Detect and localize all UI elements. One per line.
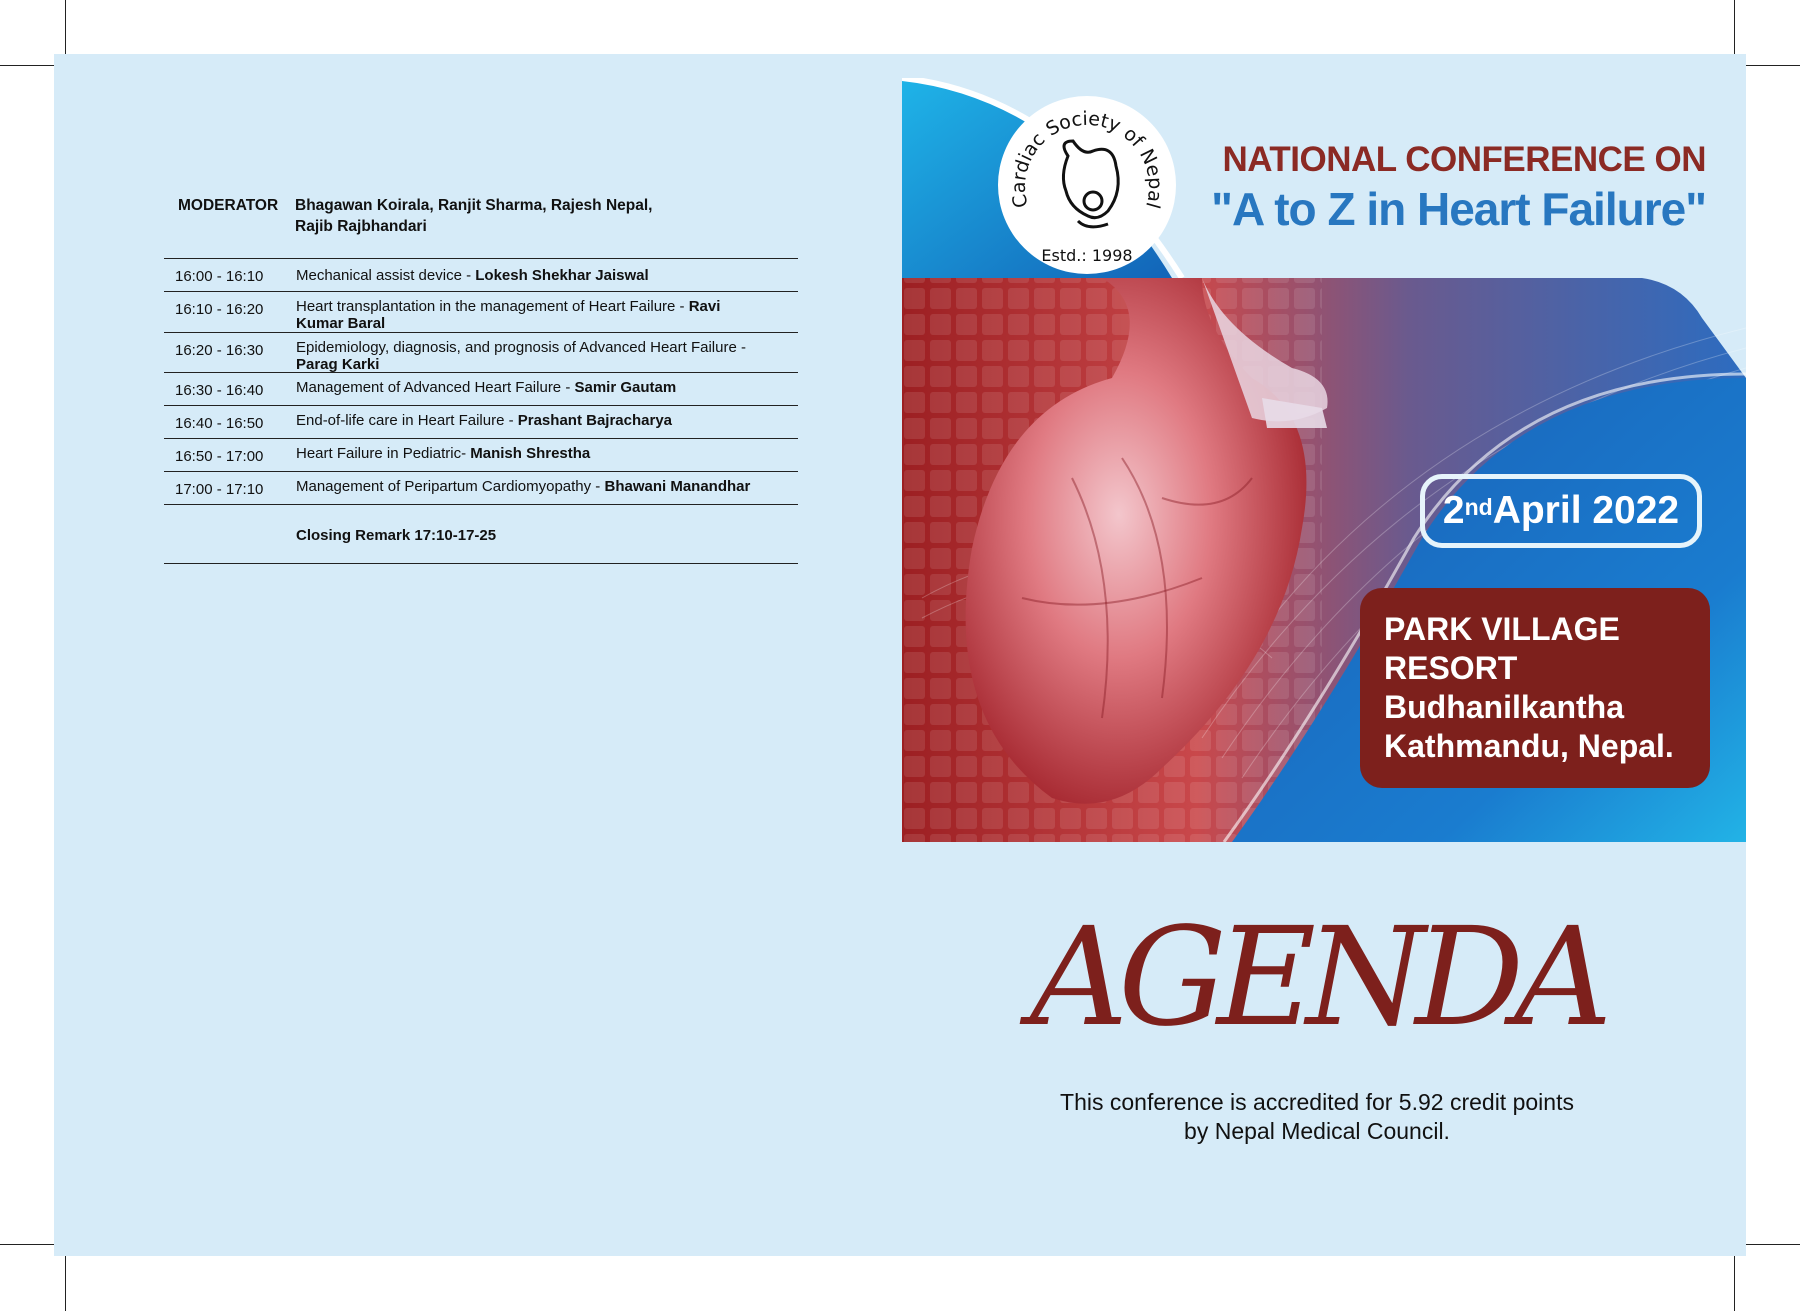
row-desc <box>296 298 756 332</box>
row-topic: Heart transplantation in the management of Heart Failure - <box>296 298 689 315</box>
row-desc <box>296 339 786 373</box>
crop-mark <box>1746 65 1800 66</box>
schedule-row <box>164 472 798 505</box>
schedule-table <box>164 258 798 564</box>
row-topic: Mechanical assist device - <box>296 267 476 284</box>
row-desc <box>296 478 796 495</box>
logo-text: Cardiac Society of Nepal <box>1007 107 1167 211</box>
moderator-names <box>295 195 695 237</box>
row-desc <box>296 445 796 462</box>
accreditation-line: This conference is accredited for 5.92 credit points <box>1060 1089 1574 1115</box>
accreditation-note <box>1040 1088 1594 1146</box>
moderator-label: MODERATOR <box>178 197 279 214</box>
row-speaker: Lokesh Shekhar Jaiswal <box>475 267 649 284</box>
row-time: 16:10 - 16:20 <box>175 301 264 318</box>
row-topic: Management of Peripartum Cardiomyopathy - <box>296 478 605 495</box>
conference-title: NATIONAL CONFERENCE ON <box>1222 140 1706 179</box>
agenda-heading: AGENDA <box>1030 899 1603 1057</box>
crop-mark <box>1746 1244 1800 1245</box>
schedule-row <box>164 373 798 406</box>
date-rest: April 2022 <box>1492 489 1680 532</box>
row-time: 16:20 - 16:30 <box>175 342 264 359</box>
row-topic: Epidemiology, diagnosis, and prognosis of Advanced Heart Failure - <box>296 339 746 356</box>
crop-mark <box>1734 0 1735 54</box>
row-topic: Management of Advanced Heart Failure - <box>296 379 575 396</box>
row-time: 16:30 - 16:40 <box>175 382 264 399</box>
crop-mark <box>0 65 54 66</box>
crop-mark <box>65 1256 66 1311</box>
crop-mark <box>0 1244 54 1245</box>
row-time: 16:50 - 17:00 <box>175 448 264 465</box>
venue-line: RESORT <box>1384 650 1518 686</box>
row-speaker: Prashant Bajracharya <box>517 412 672 429</box>
moderator-names-line: Bhagawan Koirala, Ranjit Sharma, Rajesh Nepal, <box>295 197 653 214</box>
society-logo <box>998 96 1176 274</box>
schedule-row <box>164 333 798 373</box>
row-speaker: Samir Gautam <box>574 379 677 396</box>
row-time: 17:00 - 17:10 <box>175 481 264 498</box>
schedule-row <box>164 406 798 439</box>
logo-estd: Estd.: 1998 <box>1041 246 1133 265</box>
row-time: 16:40 - 16:50 <box>175 415 264 432</box>
crop-mark <box>65 0 66 54</box>
date-day: 2 <box>1442 489 1465 532</box>
venue-box <box>1360 588 1710 788</box>
schedule-row <box>164 292 798 333</box>
heart-logo-icon <box>998 96 1176 274</box>
accreditation-line: by Nepal Medical Council. <box>1184 1118 1450 1144</box>
row-speaker: Parag Karki <box>296 356 380 373</box>
row-topic: Heart Failure in Pediatric- <box>296 445 471 462</box>
row-desc <box>296 379 796 396</box>
moderator-names-line: Rajib Rajbhandari <box>295 218 427 235</box>
row-topic: End-of-life care in Heart Failure - <box>296 412 518 429</box>
venue-line: PARK VILLAGE <box>1384 611 1620 647</box>
date-suffix: nd <box>1464 493 1493 520</box>
row-speaker: Ravi Kumar Baral <box>296 298 721 332</box>
row-desc <box>296 412 796 429</box>
venue-line: Budhanilkantha <box>1384 689 1625 725</box>
conference-subtitle: "A to Z in Heart Failure" <box>1211 183 1706 235</box>
closing-remark: Closing Remark 17:10-17-25 <box>296 527 497 544</box>
date-badge <box>1420 474 1702 548</box>
row-speaker: Bhawani Manandhar <box>604 478 751 495</box>
schedule-row <box>164 259 798 292</box>
crop-mark <box>1734 1256 1735 1311</box>
row-speaker: Manish Shrestha <box>470 445 591 462</box>
venue-line: Kathmandu, Nepal. <box>1384 728 1674 764</box>
schedule-row <box>164 439 798 472</box>
cover-panel <box>902 78 1746 842</box>
row-time: 16:00 - 16:10 <box>175 268 264 285</box>
row-desc <box>296 267 796 284</box>
closing-row <box>164 505 798 564</box>
